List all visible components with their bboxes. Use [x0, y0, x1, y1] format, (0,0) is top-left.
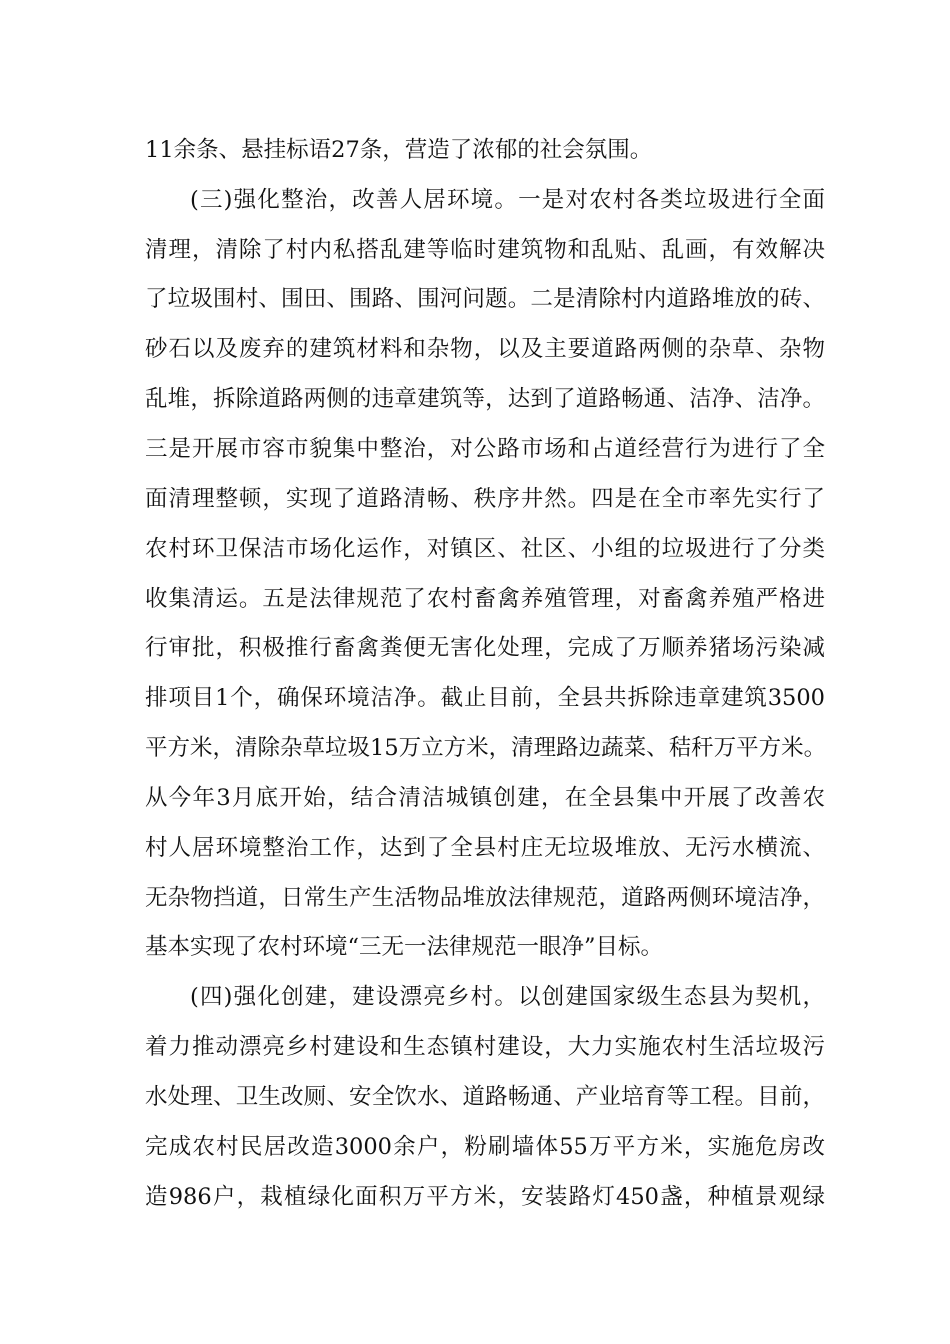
section-heading-4-line: (四)强化创建，建设漂亮乡村。以创建国家级生态县为契机，	[190, 984, 825, 1010]
text-line-13: 平方米，清除杂草垃圾15万立方米，清理路边蔬菜、秸秆万平方米。	[145, 735, 827, 761]
text-line-7: 三是开展市容市貌集中整治，对公路市场和占道经营行为进行了全	[145, 436, 825, 462]
text-line-5: 砂石以及废弃的建筑材料和杂物，以及主要道路两侧的杂草、杂物	[145, 336, 825, 362]
text-line-10: 收集清运。五是法律规范了农村畜禽养殖管理，对畜禽养殖严格进	[145, 586, 825, 612]
text-line-12: 排项目1个，确保环境洁净。截止目前，全县共拆除违章建筑3500	[145, 685, 825, 711]
text-line-14: 从今年3月底开始，结合清洁城镇创建，在全县集中开展了改善农	[145, 785, 825, 811]
text-line-19: 着力推动漂亮乡村建设和生态镇村建设，大力实施农村生活垃圾污	[145, 1034, 825, 1060]
text-line-3: 清理，清除了村内私搭乱建等临时建筑物和乱贴、乱画，有效解决	[145, 237, 825, 263]
text-line-8: 面清理整顿，实现了道路清畅、秩序井然。四是在全市率先实行了	[145, 486, 825, 512]
text-line-16: 无杂物挡道，日常生产生活物品堆放法律规范，道路两侧环境洁净，	[145, 885, 825, 911]
text-line-17: 基本实现了农村环境“三无一法律规范一眼净”目标。	[145, 934, 664, 960]
text-line-1: 11余条、悬挂标语27条，营造了浓郁的社会氛围。	[145, 137, 653, 163]
text-line-22: 造986户，栽植绿化面积万平方米，安装路灯450盏，种植景观绿	[145, 1184, 825, 1210]
section-heading-3-line: (三)强化整治，改善人居环境。一是对农村各类垃圾进行全面	[190, 187, 825, 213]
text-line-20: 水处理、卫生改厕、安全饮水、道路畅通、产业培育等工程。目前，	[145, 1084, 825, 1110]
text-line-9: 农村环卫保洁市场化运作，对镇区、社区、小组的垃圾进行了分类	[145, 536, 825, 562]
text-line-6: 乱堆，拆除道路两侧的违章建筑等，达到了道路畅通、洁净、洁净。	[145, 386, 825, 412]
text-line-21: 完成农村民居改造3000余户，粉刷墙体55万平方米，实施危房改	[145, 1134, 825, 1160]
text-line-15: 村人居环境整治工作，达到了全县村庄无垃圾堆放、无污水横流、	[145, 835, 825, 861]
text-line-4: 了垃圾围村、围田、围路、围河问题。二是清除村内道路堆放的砖、	[145, 286, 825, 312]
text-line-11: 行审批，积极推行畜禽粪便无害化处理，完成了万顺养猪场污染减	[145, 635, 825, 661]
